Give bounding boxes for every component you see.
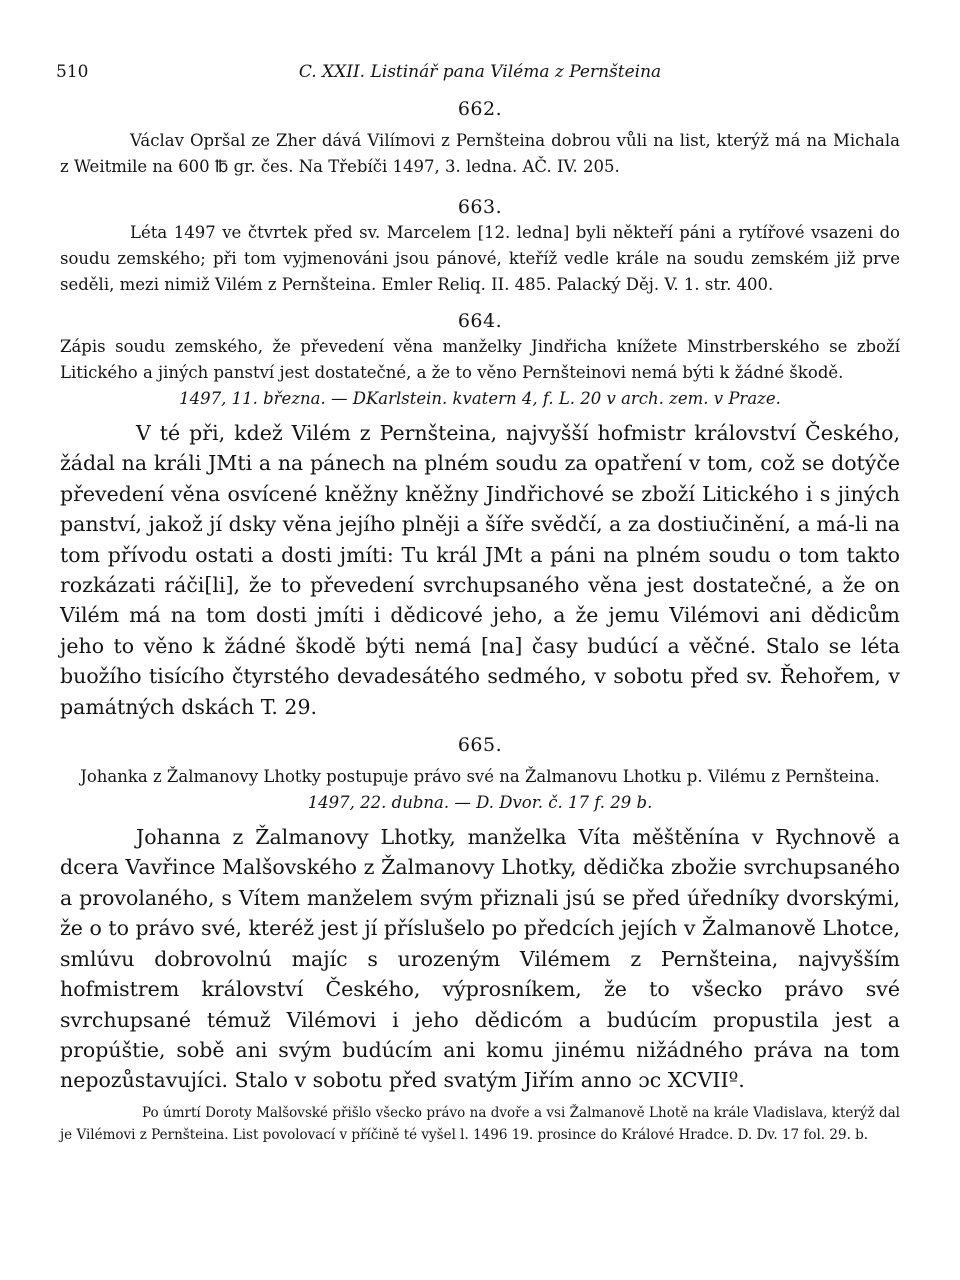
entry-source: 1497, 22. dubna. — D. Dvor. č. 17 f. 29 b. bbox=[307, 793, 653, 813]
entry-summary: Zápis soudu zemského, že převedení věna manželky Jindřicha knížete Minstrberského se zboží Litického a jiných panství jest dostatečné, a že to věno Pernšteinovi nemá býti k žádné škodě. bbox=[60, 337, 900, 382]
entry-summary: Václav Opršal ze Zher dává Vilímovi z Pernšteina dobrou vůli na list, kterýž má na Michala z Weitmile na 600 ℔ gr. čes. Na Třebíči 1497, 3. ledna. AČ. IV. 205. bbox=[60, 131, 900, 176]
document-page bbox=[56, 56, 900, 1146]
entry-number: 662. bbox=[457, 98, 503, 120]
entry-662 bbox=[60, 96, 900, 180]
entry-text: Johanna z Žalmanovy Lhotky, manželka Víta měštěnína v Rychnově a dcera Vavřince Malšovského z Žalmanovy Lhotky, dědička zbožie svrchupsaného a provolaného, s Vítem manželem svým přiznali jsú se před úředníky dvorskými, že o to právo své, kteréž jest jí příslušelo po předcích jejích v Žalmanově Lhotce, smlúvu dobrovolnú majíc s urozeným Vilémem z Pernšteina, najvyšším hofmistrem království Českého, výprosníkem, že to všecko právo své svrchupsané témuž Vilémovi i jeho dědicóm a budúcím propustila jest a propúštie, sobě ani svým budúcím ani komu jinému nižádného práva na tom nepozůstavujíci. Stalo v sobotu před svatým Jiřím anno ɔc XCVIIº. bbox=[60, 825, 900, 1093]
running-title: C. XXII. Listinář pana Viléma z Pernšteina bbox=[298, 62, 662, 82]
page-number: 510 bbox=[56, 62, 89, 82]
entry-text: V té při, kdež Vilém z Pernšteina, najvyšší hofmistr království Českého, žádal na králi JMti a na pánech na plném soudu za opatření v tom, což se dotýče převedení věna osvícené kněžny kněžny Jindřichové se zboží Litického i s jiných panství, jakož jí dsky věna jejího plněji a šíře svědčí, a za dostiučinění, a má-li na tom přívodu ostati a dosti jmíti: Tu král JMt a páni na plném soudu o tom takto rozkázati ráči[li], že to převedení svrchupsaného věna jest dostatečné, a že on Vilém má na tom dosti jmíti i dědicové jeho, a že jemu Vilémovi ani dědicům jeho to věno k žádné škodě býti nemá [na] časy budúcí a věčné. Stalo se léta buožího tisícího čtyrstého devadesátého sedmého, v sobotu před sv. Řehořem, v památných dskách T. 29. bbox=[60, 421, 900, 719]
entry-number: 663. bbox=[457, 196, 503, 218]
entry-number: 665. bbox=[457, 734, 503, 757]
entry-source: 1497, 11. března. — DKarlstein. kvatern 4, f. L. 20 v arch. zem. v Praze. bbox=[179, 389, 781, 408]
entry-664 bbox=[60, 308, 900, 722]
entry-summary: Johanka z Žalmanovy Lhotky postupuje právo své na Žalmanovu Lhotku p. Vilému z Pernšteina. bbox=[80, 767, 880, 787]
entry-number: 664. bbox=[457, 310, 503, 332]
running-head bbox=[56, 56, 900, 90]
entry-665 bbox=[60, 732, 900, 1146]
entry-663 bbox=[60, 194, 900, 298]
entry-summary: Léta 1497 ve čtvrtek před sv. Marcelem [12. ledna] byli někteří páni a rytířové vsazeni do soudu zemského; při tom vyjmenováni jsou pánové, kteříž vedle krále na soudu zemském již prve seděli, mezi nimiž Vilém z Pernšteina. Emler Reliq. II. 485. Palacký Děj. V. 1. str. 400. bbox=[60, 223, 900, 294]
entry-footnote: Po úmrtí Doroty Malšovské přišlo všecko právo na dvoře a vsi Žalmanově Lhotě na krále Vladislava, kterýž dal je Vilémovi z Pernšteina. List povolovací v příčině té vyšel l. 1496 19. prosince do Králové Hradce. D. Dv. 17 fol. 29. b. bbox=[60, 1104, 900, 1143]
